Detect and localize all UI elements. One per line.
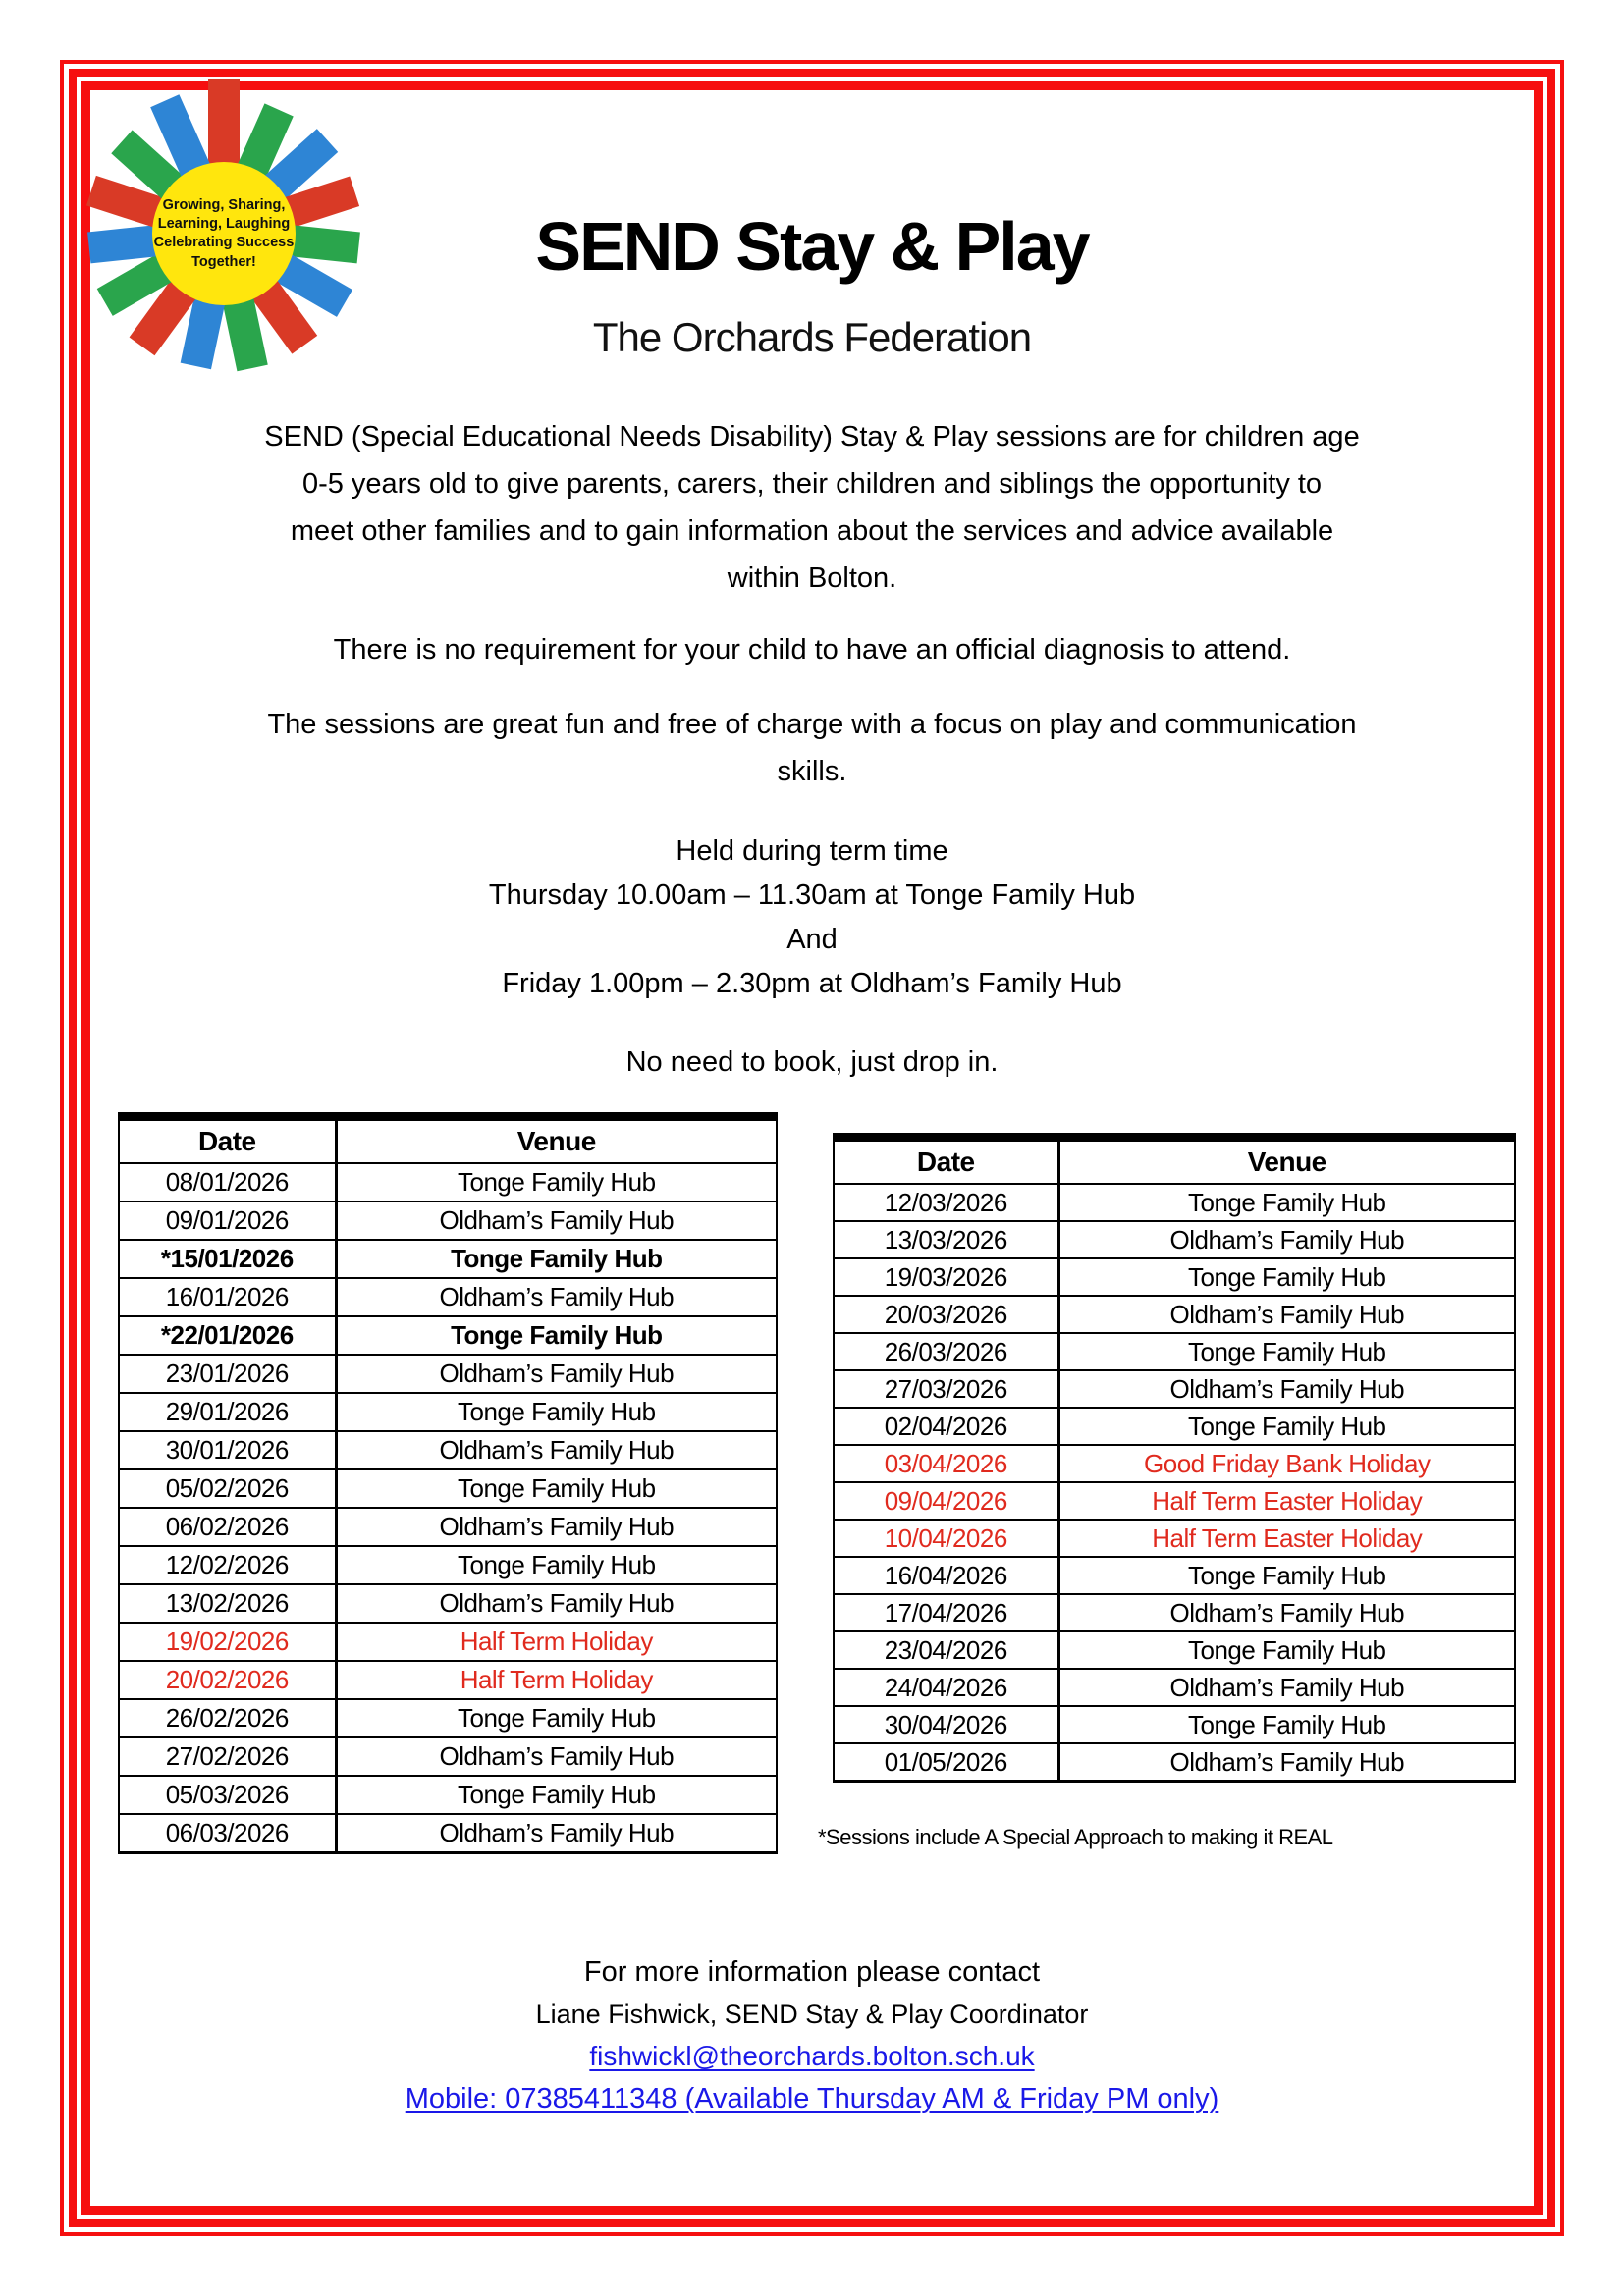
date-cell: 30/04/2026 <box>834 1706 1058 1743</box>
table-row <box>119 1814 777 1853</box>
venue-cell: Tonge Family Hub <box>1058 1631 1515 1669</box>
venue-cell: Half Term Holiday <box>336 1623 777 1661</box>
table-row <box>119 1278 777 1316</box>
date-cell: 26/02/2026 <box>119 1699 336 1737</box>
intro-line: 0-5 years old to give parents, carers, their children and siblings the opportunity to <box>301 468 1323 500</box>
date-cell: 13/02/2026 <box>119 1584 336 1623</box>
date-cell: *22/01/2026 <box>119 1316 336 1355</box>
table-row <box>834 1408 1515 1445</box>
table-row <box>119 1431 777 1469</box>
venue-cell: Oldham’s Family Hub <box>336 1201 777 1240</box>
venue-cell: Half Term Holiday <box>336 1661 777 1699</box>
date-cell: 12/02/2026 <box>119 1546 336 1584</box>
intro-paragraph <box>108 413 1516 602</box>
date-cell: 06/02/2026 <box>119 1508 336 1546</box>
date-cell: *15/01/2026 <box>119 1240 336 1278</box>
table-row <box>834 1333 1515 1370</box>
contact-email-link[interactable]: fishwickl@theorchards.bolton.sch.uk <box>589 2041 1035 2071</box>
logo-motto-line: Learning, Laughing <box>157 216 291 232</box>
venue-cell: Oldham’s Family Hub <box>336 1584 777 1623</box>
date-cell: 27/02/2026 <box>119 1737 336 1776</box>
venue-cell: Tonge Family Hub <box>1058 1706 1515 1743</box>
table-row <box>119 1661 777 1699</box>
date-cell: 13/03/2026 <box>834 1221 1058 1258</box>
venue-cell: Tonge Family Hub <box>1058 1258 1515 1296</box>
venue-cell: Oldham’s Family Hub <box>336 1278 777 1316</box>
schedule-table-mar-may <box>833 1133 1516 1783</box>
table-row <box>834 1557 1515 1594</box>
table-row <box>119 1201 777 1240</box>
venue-cell: Oldham’s Family Hub <box>336 1355 777 1393</box>
venue-cell: Oldham’s Family Hub <box>1058 1743 1515 1782</box>
table-row <box>834 1445 1515 1482</box>
table-header-row <box>834 1138 1515 1185</box>
schedule-line: Friday 1.00pm – 2.30pm at Oldham’s Family Hub <box>502 968 1122 999</box>
date-cell: 30/01/2026 <box>119 1431 336 1469</box>
contact-mobile-link[interactable]: Mobile: 07385411348 (Available Thursday AM & Friday PM only) <box>405 2083 1219 2114</box>
table-row <box>834 1221 1515 1258</box>
schedule-line: Held during term time <box>676 835 948 867</box>
date-column-header: Date <box>834 1138 1058 1185</box>
date-cell: 02/04/2026 <box>834 1408 1058 1445</box>
page-subtitle: The Orchards Federation <box>592 314 1032 360</box>
table-row <box>834 1184 1515 1221</box>
contact-coordinator: Liane Fishwick, SEND Stay & Play Coordinator <box>535 2000 1089 2029</box>
sessions-line: The sessions are great fun and free of charge with a focus on play and communication <box>267 709 1357 740</box>
intro-line: SEND (Special Educational Needs Disability) Stay & Play sessions are for children age <box>264 421 1360 453</box>
venue-cell: Tonge Family Hub <box>336 1393 777 1431</box>
venue-cell: Oldham’s Family Hub <box>1058 1370 1515 1408</box>
contact-intro: For more information please contact <box>583 1956 1041 1988</box>
intro-line: meet other families and to gain information about the services and advice available <box>290 515 1334 547</box>
table-row <box>119 1508 777 1546</box>
table-row <box>119 1316 777 1355</box>
date-cell: 19/02/2026 <box>119 1623 336 1661</box>
date-cell: 16/04/2026 <box>834 1557 1058 1594</box>
date-cell: 26/03/2026 <box>834 1333 1058 1370</box>
sessions-footnote: *Sessions include A Special Approach to making it REAL <box>818 1825 1333 1849</box>
table-row <box>119 1163 777 1201</box>
venue-cell: Tonge Family Hub <box>1058 1184 1515 1221</box>
table-row <box>119 1699 777 1737</box>
table-row <box>834 1669 1515 1706</box>
table-row <box>119 1355 777 1393</box>
date-cell: 08/01/2026 <box>119 1163 336 1201</box>
logo-motto-line: Celebrating Success <box>153 235 295 250</box>
date-cell: 20/03/2026 <box>834 1296 1058 1333</box>
date-cell: 29/01/2026 <box>119 1393 336 1431</box>
date-cell: 16/01/2026 <box>119 1278 336 1316</box>
table-row <box>119 1584 777 1623</box>
venue-cell: Oldham’s Family Hub <box>1058 1669 1515 1706</box>
date-cell: 05/02/2026 <box>119 1469 336 1508</box>
date-cell: 12/03/2026 <box>834 1184 1058 1221</box>
drop-in-note: No need to book, just drop in. <box>625 1046 999 1078</box>
table-row <box>119 1737 777 1776</box>
table-row <box>119 1776 777 1814</box>
venue-cell: Oldham’s Family Hub <box>1058 1296 1515 1333</box>
venue-cell: Tonge Family Hub <box>336 1163 777 1201</box>
schedule-line: And <box>786 924 838 955</box>
table-row <box>119 1393 777 1431</box>
table-row <box>834 1743 1515 1782</box>
venue-cell: Tonge Family Hub <box>1058 1333 1515 1370</box>
table-row <box>834 1370 1515 1408</box>
date-cell: 09/04/2026 <box>834 1482 1058 1520</box>
venue-cell: Tonge Family Hub <box>1058 1557 1515 1594</box>
venue-cell: Tonge Family Hub <box>336 1469 777 1508</box>
venue-column-header: Venue <box>336 1117 777 1164</box>
date-cell: 20/02/2026 <box>119 1661 336 1699</box>
contact-block <box>96 1951 1528 2120</box>
intro-line: within Bolton. <box>727 562 897 594</box>
date-cell: 06/03/2026 <box>119 1814 336 1853</box>
venue-cell: Tonge Family Hub <box>336 1316 777 1355</box>
venue-column-header: Venue <box>1058 1138 1515 1185</box>
page-title: SEND Stay & Play <box>535 208 1089 285</box>
schedule-table-jan-mar <box>118 1112 778 1854</box>
venue-cell: Half Term Easter Holiday <box>1058 1520 1515 1557</box>
venue-cell: Tonge Family Hub <box>336 1240 777 1278</box>
venue-cell: Half Term Easter Holiday <box>1058 1482 1515 1520</box>
date-cell: 01/05/2026 <box>834 1743 1058 1782</box>
venue-cell: Tonge Family Hub <box>336 1699 777 1737</box>
date-column-header: Date <box>119 1117 336 1164</box>
table-row <box>834 1520 1515 1557</box>
date-cell: 17/04/2026 <box>834 1594 1058 1631</box>
table-row <box>834 1706 1515 1743</box>
date-cell: 19/03/2026 <box>834 1258 1058 1296</box>
venue-cell: Good Friday Bank Holiday <box>1058 1445 1515 1482</box>
date-cell: 24/04/2026 <box>834 1669 1058 1706</box>
date-cell: 23/04/2026 <box>834 1631 1058 1669</box>
venue-cell: Tonge Family Hub <box>336 1546 777 1584</box>
venue-cell: Oldham’s Family Hub <box>1058 1594 1515 1631</box>
table-row <box>119 1623 777 1661</box>
table-row <box>834 1258 1515 1296</box>
date-cell: 27/03/2026 <box>834 1370 1058 1408</box>
sessions-line: skills. <box>777 756 847 787</box>
venue-cell: Oldham’s Family Hub <box>336 1814 777 1853</box>
table-row <box>834 1631 1515 1669</box>
diagnosis-paragraph: There is no requirement for your child to have an official diagnosis to attend. <box>333 634 1291 666</box>
schedule-block <box>108 829 1516 1006</box>
venue-cell: Oldham’s Family Hub <box>1058 1221 1515 1258</box>
logo-motto-line: Growing, Sharing, <box>162 197 286 213</box>
venue-cell: Oldham’s Family Hub <box>336 1737 777 1776</box>
table-row <box>834 1594 1515 1631</box>
table-row <box>834 1296 1515 1333</box>
venue-cell: Oldham’s Family Hub <box>336 1508 777 1546</box>
table-row <box>119 1469 777 1508</box>
table-row <box>119 1546 777 1584</box>
date-cell: 10/04/2026 <box>834 1520 1058 1557</box>
table-header-row <box>119 1117 777 1164</box>
date-cell: 03/04/2026 <box>834 1445 1058 1482</box>
venue-cell: Tonge Family Hub <box>1058 1408 1515 1445</box>
date-cell: 05/03/2026 <box>119 1776 336 1814</box>
table-row <box>119 1240 777 1278</box>
sessions-paragraph <box>108 701 1516 795</box>
table-row <box>834 1482 1515 1520</box>
date-cell: 09/01/2026 <box>119 1201 336 1240</box>
schedule-line: Thursday 10.00am – 11.30am at Tonge Family Hub <box>488 880 1136 911</box>
date-cell: 23/01/2026 <box>119 1355 336 1393</box>
venue-cell: Oldham’s Family Hub <box>336 1431 777 1469</box>
venue-cell: Tonge Family Hub <box>336 1776 777 1814</box>
logo-motto-line: Together! <box>191 254 256 270</box>
